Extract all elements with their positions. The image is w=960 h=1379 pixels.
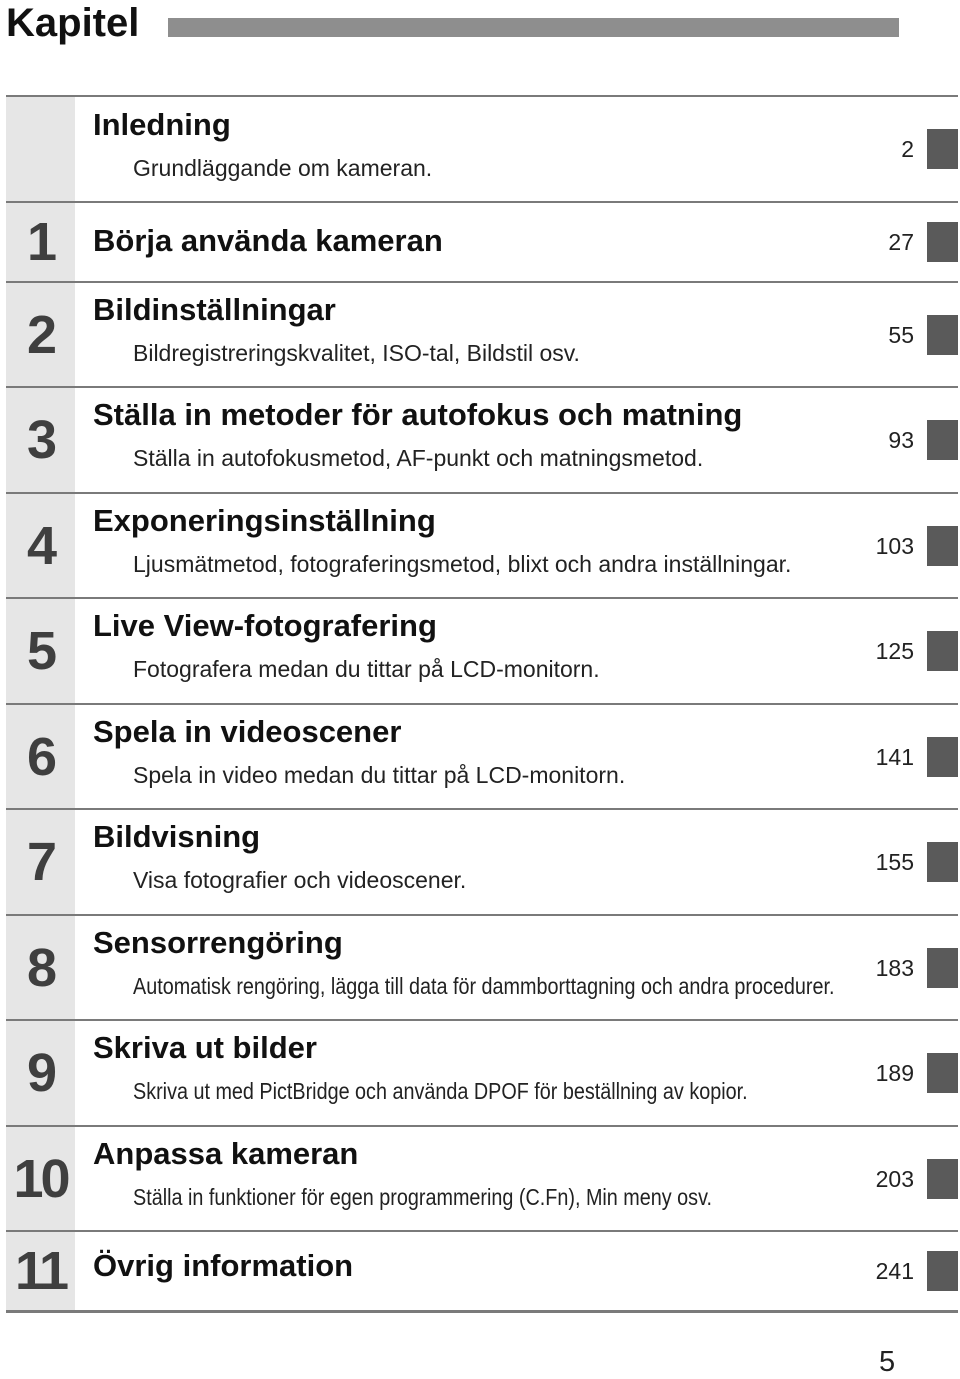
chapter-description: Bildregistreringskvalitet, ISO-tal, Bildstil osv.: [133, 340, 580, 366]
chapter-description: Ställa in funktioner för egen programmering (C.Fn), Min meny osv.: [133, 1184, 712, 1210]
chapter-number: 3: [26, 410, 55, 470]
chapter-number: 11: [14, 1241, 67, 1301]
chapter-number-column: [6, 705, 75, 808]
chapter-page[interactable]: 155: [875, 849, 914, 875]
chapter-number-column: [6, 97, 75, 201]
chapter-title[interactable]: Exponeringsinställning: [93, 503, 436, 538]
chapter-tab: [927, 315, 958, 355]
chapter-title[interactable]: Inledning: [93, 107, 231, 142]
chapter-tab: [927, 1251, 958, 1291]
chapter-title[interactable]: Bildvisning: [93, 819, 261, 854]
chapter-page[interactable]: 189: [875, 1060, 914, 1086]
chapter-number-column: [6, 810, 75, 914]
chapter-description: Ställa in autofokusmetod, AF-punkt och matningsmetod.: [133, 445, 704, 471]
chapter-title[interactable]: Ställa in metoder för autofokus och matning: [93, 397, 743, 432]
chapter-tab: [927, 420, 958, 460]
chapter-page[interactable]: 103: [875, 532, 914, 559]
toc-row-9[interactable]: [6, 1021, 958, 1127]
toc-row-8[interactable]: [6, 916, 958, 1021]
chapter-description: Ljusmätmetod, fotograferingsmetod, blixt och andra inställningar.: [133, 551, 792, 577]
chapter-tab: [927, 129, 958, 169]
chapter-number-column: [6, 203, 75, 281]
chapter-number: 2: [26, 304, 55, 365]
chapter-tab: [927, 737, 958, 777]
chapter-number-column: [6, 1127, 75, 1230]
chapter-number: 10: [13, 1148, 68, 1209]
page-header: [0, 0, 960, 50]
chapter-number: 1: [26, 212, 55, 272]
chapter-description: Grundläggande om kameran.: [133, 155, 433, 181]
toc-row-inledning[interactable]: [6, 97, 958, 203]
chapter-number-column: [6, 1232, 75, 1310]
chapter-page[interactable]: 183: [875, 954, 914, 981]
chapter-tab: [927, 526, 958, 566]
chapter-description: Fotografera medan du tittar på LCD-monitorn.: [133, 656, 600, 682]
toc-row-7[interactable]: [6, 810, 958, 916]
chapter-number-column: [6, 1021, 75, 1125]
chapter-title[interactable]: Börja använda kameran: [93, 223, 443, 258]
chapter-tab: [927, 631, 958, 671]
toc-row-5[interactable]: [6, 599, 958, 705]
chapter-tab: [927, 1159, 958, 1199]
chapter-title[interactable]: Spela in videoscener: [93, 714, 402, 749]
page-number: 5: [879, 1346, 896, 1378]
chapter-number-column: [6, 599, 75, 703]
chapter-tab: [927, 1053, 958, 1093]
chapter-page[interactable]: 2: [901, 136, 914, 162]
chapter-number: 7: [26, 832, 55, 892]
toc-row-10[interactable]: [6, 1127, 958, 1232]
chapter-page[interactable]: 27: [888, 229, 914, 255]
chapter-title[interactable]: Sensorrengöring: [93, 925, 343, 960]
toc-row-11[interactable]: [6, 1232, 958, 1313]
table-of-contents: [6, 95, 958, 1313]
page-title: Kapitel: [6, 1, 140, 45]
chapter-title[interactable]: Live View-fotografering: [93, 608, 437, 643]
chapter-page[interactable]: 55: [888, 321, 914, 348]
chapter-number: 5: [26, 621, 55, 681]
chapter-page[interactable]: 125: [875, 638, 914, 664]
chapter-number-column: [6, 388, 75, 492]
chapter-description: Automatisk rengöring, lägga till data för dammborttagning och andra procedurer.: [133, 973, 835, 999]
chapter-tab: [927, 222, 958, 262]
chapter-title[interactable]: Bildinställningar: [93, 292, 336, 327]
chapter-description: Skriva ut med PictBridge och använda DPOF för beställning av kopior.: [133, 1078, 748, 1104]
toc-row-4[interactable]: [6, 494, 958, 599]
chapter-number-column: [6, 916, 75, 1019]
chapter-tab: [927, 842, 958, 882]
toc-row-6[interactable]: [6, 705, 958, 810]
chapter-page[interactable]: 241: [875, 1258, 914, 1284]
chapter-tab: [927, 948, 958, 988]
chapter-page[interactable]: 93: [888, 427, 914, 453]
chapter-title[interactable]: Anpassa kameran: [93, 1136, 359, 1171]
chapter-number-column: [6, 494, 75, 597]
chapter-number-column: [6, 283, 75, 386]
toc-row-3[interactable]: [6, 388, 958, 494]
toc-row-2[interactable]: [6, 283, 958, 388]
chapter-page[interactable]: 141: [875, 743, 914, 770]
chapter-description: Visa fotografier och videoscener.: [133, 867, 467, 893]
chapter-description: Spela in video medan du tittar på LCD-monitorn.: [133, 762, 626, 788]
chapter-number: 9: [26, 1043, 55, 1103]
chapter-number: 4: [26, 515, 55, 576]
chapter-number: 8: [26, 937, 55, 998]
toc-row-1[interactable]: [6, 203, 958, 283]
header-bar: [168, 18, 899, 37]
chapter-number: 6: [26, 726, 55, 787]
chapter-title[interactable]: Övrig information: [93, 1248, 354, 1283]
chapter-page[interactable]: 203: [875, 1165, 914, 1192]
chapter-title[interactable]: Skriva ut bilder: [93, 1030, 317, 1065]
